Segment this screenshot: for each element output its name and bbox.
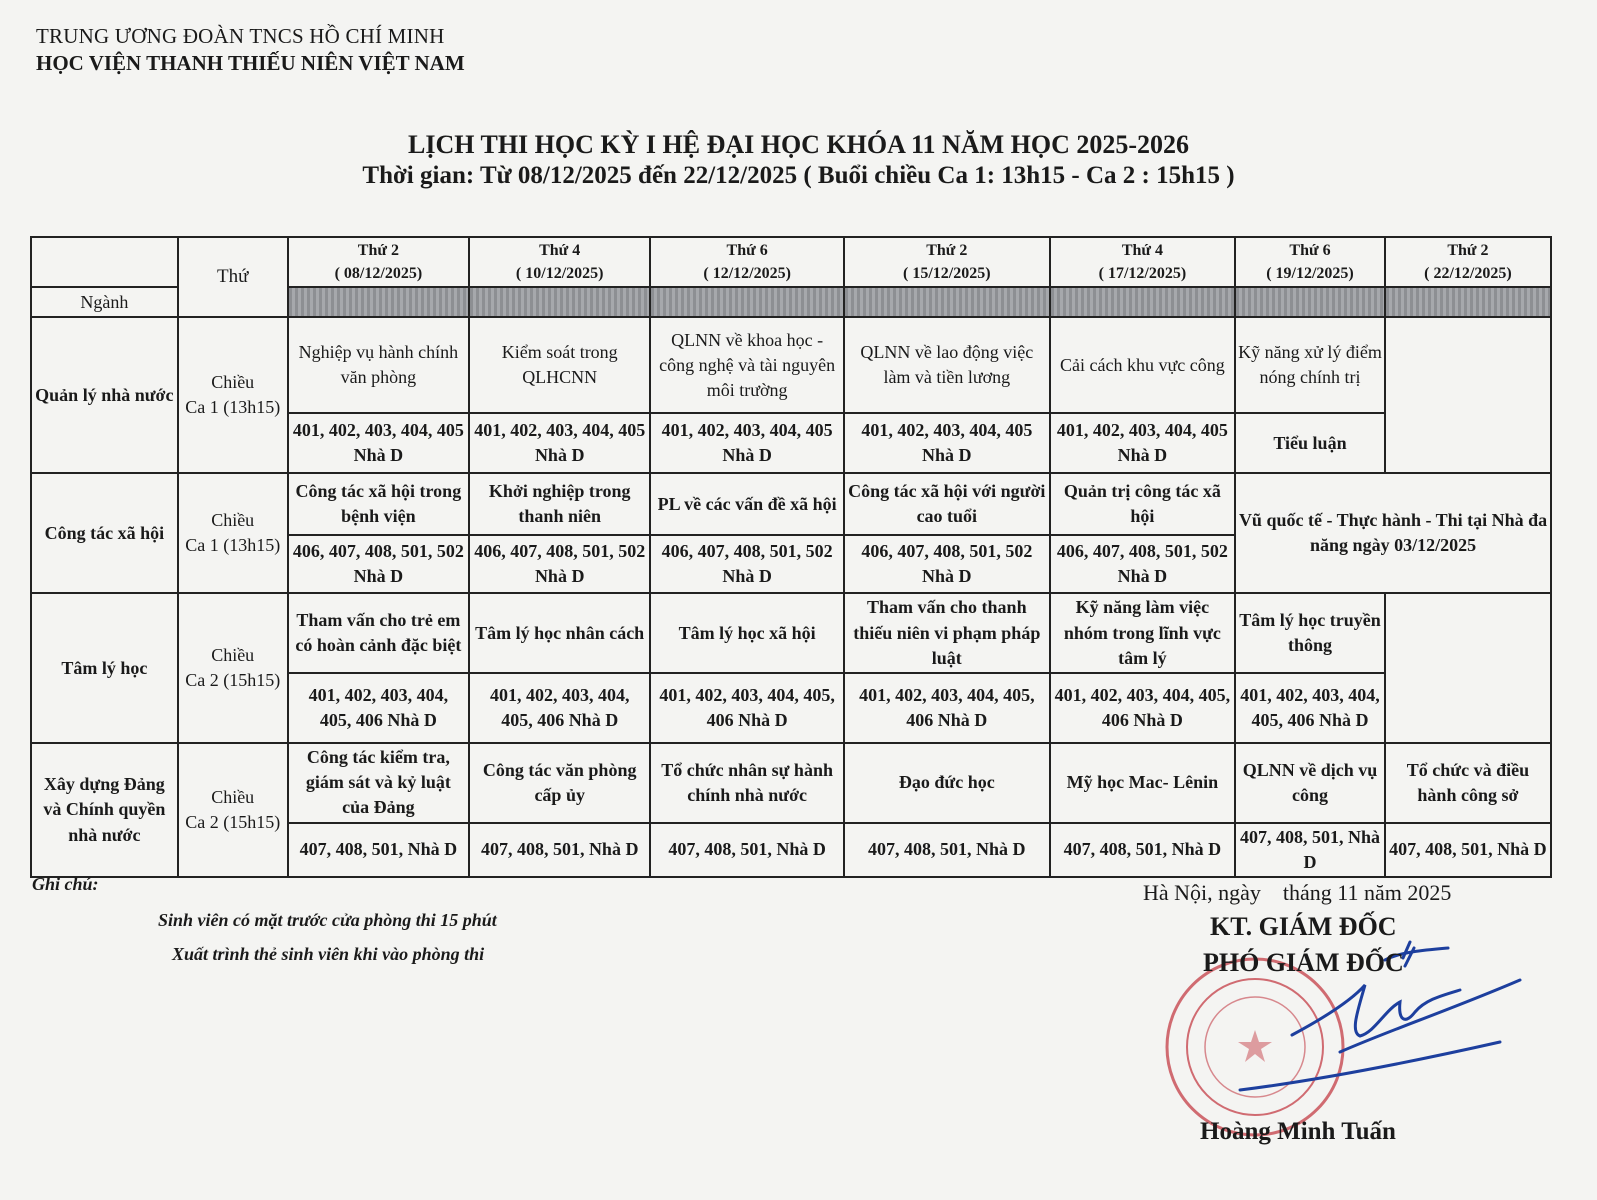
day-header [288,237,469,287]
subject-cell: Kỹ năng xử lý điểm nóng chính trị [1235,317,1385,413]
day-header [650,237,844,287]
note-item: Xuất trình thẻ sinh viên khi vào phòng thi [172,944,485,964]
document-heading [0,130,1597,190]
org-line-1: TRUNG ƯƠNG ĐOÀN TNCS HỒ CHÍ MINH [36,24,445,48]
gray-band [1235,287,1385,317]
room-cell: 401, 402, 403, 404, 405 Nhà D [844,413,1050,473]
room-cell: 406, 407, 408, 501, 502 Nhà D [469,535,650,593]
subject-cell: Đạo đức học [844,743,1050,823]
gray-band [288,287,469,317]
room-cell: 401, 402, 403, 404, 405 Nhà D [469,413,650,473]
day-date: ( 12/12/2025) [703,265,791,283]
major-name: Xây dựng Đảng và Chính quyền nhà nước [31,743,178,877]
subject-cell: Kỹ năng làm việc nhóm trong lĩnh vực tâm lý [1050,593,1235,673]
room-cell: 401, 402, 403, 404, 405 Nhà D [650,413,844,473]
subject-cell: Tâm lý học nhân cách [469,593,650,673]
room-cell: 401, 402, 403, 404, 405 Nhà D [1050,413,1235,473]
empty-cell [1385,593,1551,743]
room-cell: 407, 408, 501, Nhà D [844,823,1050,877]
room-cell: 406, 407, 408, 501, 502 Nhà D [1050,535,1235,593]
day-date: ( 10/12/2025) [515,265,604,283]
subject-cell: Kiểm soát trong QLHCNN [469,317,650,413]
shift-cell [178,743,288,877]
room-cell: 401, 402, 403, 404, 405, 406 Nhà D [469,673,650,743]
shift-line: Chiều [211,786,255,807]
room-cell: 407, 408, 501, Nhà D [650,823,844,877]
exam-schedule-table [30,236,1552,878]
table-row [31,743,1551,823]
major-name: Quản lý nhà nước [31,317,178,473]
room-cell: 401, 402, 403, 404, 405 Nhà D [288,413,469,473]
day-name: Thứ 4 [1121,242,1163,259]
merged-note-cell: Vũ quốc tế - Thực hành - Thi tại Nhà đa năng ngày 03/12/2025 [1235,473,1551,593]
room-cell: 407, 408, 501, Nhà D [288,823,469,877]
room-cell: 401, 402, 403, 404, 405, 406 Nhà D [288,673,469,743]
subject-cell: Tâm lý học xã hội [650,593,844,673]
subject-cell: QLNN về lao động việc làm và tiền lương [844,317,1050,413]
major-name: Tâm lý học [31,593,178,743]
day-header [1235,237,1385,287]
gray-band [469,287,650,317]
table-row [31,593,1551,673]
subject-cell: Mỹ học Mac- Lênin [1050,743,1235,823]
gray-band [1385,287,1551,317]
shift-cell [178,593,288,743]
gray-band [844,287,1050,317]
subject-cell: Tham vấn cho trẻ em có hoàn cảnh đặc biệt [288,593,469,673]
room-cell: 407, 408, 501, Nhà D [1235,823,1385,877]
notes-label: Ghi chú: [32,874,99,894]
subject-cell: Tổ chức và điều hành công sở [1385,743,1551,823]
day-name: Thứ 2 [1447,242,1489,259]
notes-block [32,874,497,964]
date-place: Hà Nội, ngày [1143,880,1261,905]
day-date: ( 17/12/2025) [1098,265,1187,283]
gray-band [1050,287,1235,317]
day-date: ( 08/12/2025) [334,265,423,283]
subject-cell: PL về các vấn đề xã hội [650,473,844,535]
date-line [1143,880,1451,906]
subject-cell: Công tác xã hội trong bệnh viện [288,473,469,535]
shift-line: Chiều [211,510,255,531]
subject-cell: Tham vấn cho thanh thiếu niên vi phạm pháp luật [844,593,1050,673]
room-cell: 407, 408, 501, Nhà D [1385,823,1551,877]
shift-line: Chiều [211,372,255,393]
note-item: Sinh viên có mặt trước cửa phòng thi 15 phút [158,910,497,930]
major-name: Công tác xã hội [31,473,178,593]
document-title: LỊCH THI HỌC KỲ I HỆ ĐẠI HỌC KHÓA 11 NĂM HỌC 2025-2026 [407,130,1190,159]
day-date: ( 22/12/2025) [1424,265,1512,283]
subject-cell: Tổ chức nhân sự hành chính nhà nước [650,743,844,823]
subject-cell: QLNN về dịch vụ công [1235,743,1385,823]
subject-cell: Khởi nghiệp trong thanh niên [469,473,650,535]
organization-block [36,24,465,76]
gray-band [650,287,844,317]
document-subtitle: Thời gian: Từ 08/12/2025 đến 22/12/2025 ( Buổi chiều Ca 1: 13h15 - Ca 2 : 15h15 ) [362,162,1235,189]
day-name: Thứ 2 [926,242,968,259]
day-name: Thứ 4 [539,242,581,259]
corner-cell [31,237,178,287]
table-row [31,317,1551,413]
room-cell: 401, 402, 403, 404, 405, 406 Nhà D [844,673,1050,743]
room-cell: 407, 408, 501, Nhà D [1050,823,1235,877]
subject-cell: Công tác văn phòng cấp ủy [469,743,650,823]
room-cell: 401, 402, 403, 404, 405, 406 Nhà D [650,673,844,743]
shift-cell [178,473,288,593]
subject-cell: Quản trị công tác xã hội [1050,473,1235,535]
subject-cell: Cải cách khu vực công [1050,317,1235,413]
day-name: Thứ 6 [726,242,768,259]
day-name: Thứ 2 [357,242,399,259]
day-header [1385,237,1551,287]
shift-line: Ca 1 (13h15) [185,535,281,556]
signature-subtitle: PHÓ GIÁM ĐỐC [1203,948,1404,977]
table-row [31,473,1551,535]
day-header [844,237,1050,287]
subject-cell: Tâm lý học truyền thông [1235,593,1385,673]
room-cell: 407, 408, 501, Nhà D [469,823,650,877]
room-cell: 406, 407, 408, 501, 502 Nhà D [650,535,844,593]
nganh-header: Ngành [31,287,178,317]
day-name: Thứ 6 [1289,242,1331,259]
room-cell: 401, 402, 403, 404, 405, 406 Nhà D [1235,673,1385,743]
room-cell: 406, 407, 408, 501, 502 Nhà D [288,535,469,593]
shift-line: Ca 2 (15h15) [185,811,281,832]
room-cell: 401, 402, 403, 404, 405, 406 Nhà D [1050,673,1235,743]
subject-cell: Công tác kiểm tra, giám sát và kỷ luật của Đảng [288,743,469,823]
subject-cell: Nghiệp vụ hành chính văn phòng [288,317,469,413]
day-header [1050,237,1235,287]
shift-line: Ca 2 (15h15) [185,670,281,691]
signer-name: Hoàng Minh Tuấn [1200,1118,1396,1145]
day-header [469,237,650,287]
empty-cell [1385,317,1551,473]
shift-line: Chiều [211,644,255,665]
day-date: ( 19/12/2025) [1266,265,1354,283]
day-date: ( 15/12/2025) [903,265,991,283]
shift-line: Ca 1 (13h15) [185,397,281,418]
room-cell: Tiểu luận [1235,413,1385,473]
date-month-year: tháng 11 năm 2025 [1282,880,1452,905]
signature-title: KT. GIÁM ĐỐC [1210,912,1397,941]
header-row [31,237,1551,287]
org-line-2: HỌC VIỆN THANH THIẾU NIÊN VIỆT NAM [36,51,465,75]
room-cell: 406, 407, 408, 501, 502 Nhà D [844,535,1050,593]
subject-cell: Công tác xã hội với người cao tuổi [844,473,1050,535]
subject-cell: QLNN về khoa học - công nghệ và tài nguyên môi trường [650,317,844,413]
shift-cell [178,317,288,473]
thu-header: Thứ [178,237,288,317]
